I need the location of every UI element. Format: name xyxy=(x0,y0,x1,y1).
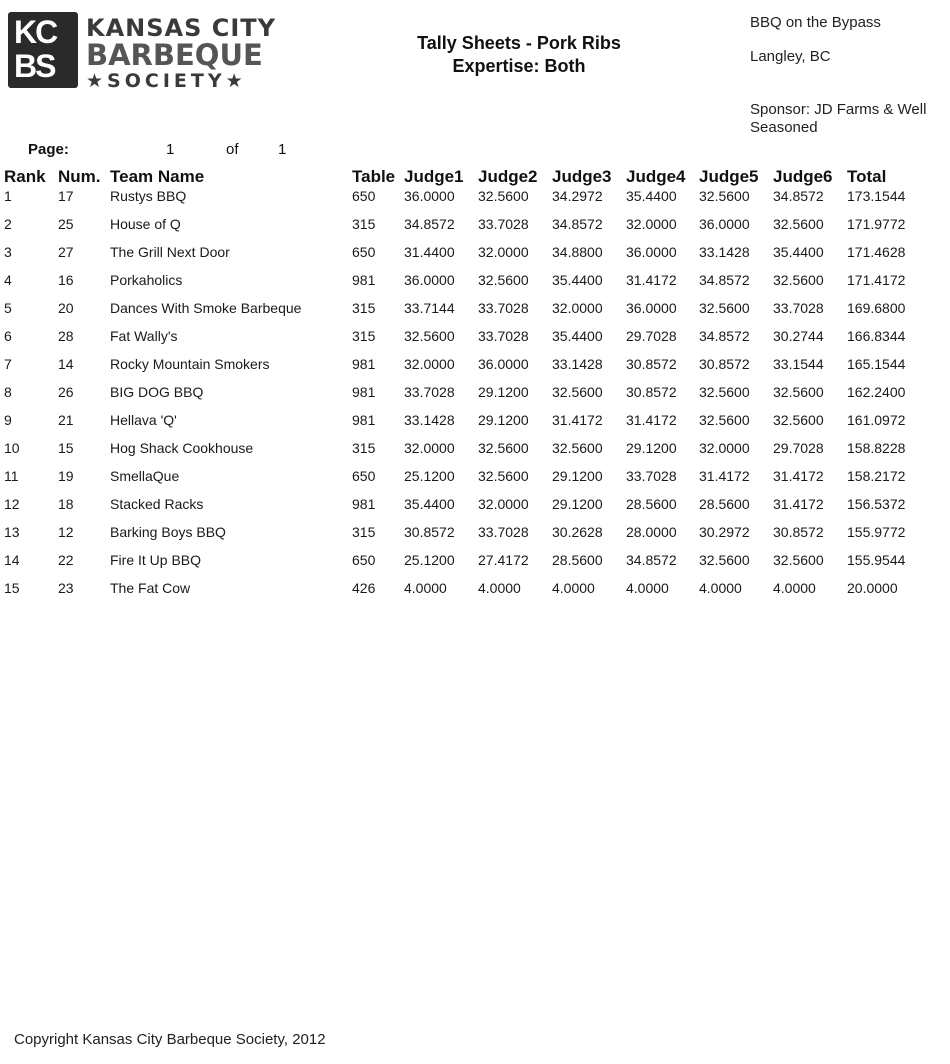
cell-judge2: 32.5600 xyxy=(478,468,529,484)
header-judge3: Judge3 xyxy=(552,167,612,186)
cell-judge4: 31.4172 xyxy=(626,272,677,288)
cell-total: 171.4172 xyxy=(847,272,906,288)
table-header-row xyxy=(4,166,944,188)
page-of: of xyxy=(226,141,239,158)
cell-judge3: 32.0000 xyxy=(552,300,603,316)
cell-judge2: 32.5600 xyxy=(478,440,529,456)
cell-judge1: 4.0000 xyxy=(404,580,447,596)
cell-rank: 1 xyxy=(4,188,12,204)
cell-rank: 2 xyxy=(4,216,12,232)
table-row xyxy=(4,574,944,602)
cell-judge6: 4.0000 xyxy=(773,580,816,596)
logo-line-society: ★SOCIETY★ xyxy=(86,70,247,92)
cell-num: 26 xyxy=(58,384,74,400)
cell-judge1: 32.5600 xyxy=(404,328,455,344)
kcbs-logo xyxy=(8,12,290,90)
table-row xyxy=(4,378,944,406)
cell-judge2: 32.0000 xyxy=(478,496,529,512)
cell-rank: 8 xyxy=(4,384,12,400)
cell-judge3: 29.1200 xyxy=(552,496,603,512)
cell-table: 426 xyxy=(352,580,376,596)
cell-rank: 11 xyxy=(4,468,19,484)
table-row xyxy=(4,434,944,462)
cell-judge4: 28.5600 xyxy=(626,496,677,512)
cell-num: 21 xyxy=(58,412,74,428)
cell-num: 19 xyxy=(58,468,74,484)
copyright-footer: Copyright Kansas City Barbeque Society, 2012 xyxy=(14,1031,326,1048)
cell-rank: 13 xyxy=(4,524,20,540)
header-judge6: Judge6 xyxy=(773,167,833,186)
cell-judge3: 35.4400 xyxy=(552,328,603,344)
cell-team-name: Hog Shack Cookhouse xyxy=(110,440,254,456)
table-row xyxy=(4,546,944,574)
cell-judge5: 32.0000 xyxy=(699,440,750,456)
cell-total: 155.9544 xyxy=(847,552,906,568)
cell-table: 981 xyxy=(352,272,376,288)
cell-num: 28 xyxy=(58,328,74,344)
cell-total: 161.0972 xyxy=(847,412,906,428)
cell-judge1: 32.0000 xyxy=(404,440,455,456)
cell-team-name: SmellaQue xyxy=(110,468,180,484)
cell-judge5: 4.0000 xyxy=(699,580,742,596)
header-table: Table xyxy=(352,167,396,186)
cell-judge1: 25.1200 xyxy=(404,468,455,484)
cell-judge2: 29.1200 xyxy=(478,384,529,400)
cell-judge3: 34.8572 xyxy=(552,216,603,232)
table-row xyxy=(4,294,944,322)
cell-rank: 12 xyxy=(4,496,20,512)
header-team-name: Team Name xyxy=(110,167,205,186)
header-judge5: Judge5 xyxy=(699,167,759,186)
cell-table: 315 xyxy=(352,524,376,540)
cell-judge1: 25.1200 xyxy=(404,552,455,568)
table-row xyxy=(4,322,944,350)
cell-judge4: 36.0000 xyxy=(626,300,677,316)
cell-judge4: 33.7028 xyxy=(626,468,677,484)
cell-judge1: 30.8572 xyxy=(404,524,455,540)
cell-judge2: 33.7028 xyxy=(478,328,529,344)
cell-judge1: 36.0000 xyxy=(404,188,455,204)
cell-judge4: 29.7028 xyxy=(626,328,677,344)
report-subtitle: Expertise: Both xyxy=(452,56,586,76)
cell-judge2: 29.1200 xyxy=(478,412,529,428)
cell-total: 158.8228 xyxy=(847,440,906,456)
cell-judge5: 30.2972 xyxy=(699,524,750,540)
table-row xyxy=(4,406,944,434)
cell-team-name: The Fat Cow xyxy=(110,580,191,596)
cell-rank: 3 xyxy=(4,244,12,260)
cell-team-name: Dances With Smoke Barbeque xyxy=(110,300,302,316)
cell-table: 650 xyxy=(352,244,376,260)
cell-judge6: 32.5600 xyxy=(773,384,824,400)
cell-judge3: 29.1200 xyxy=(552,468,603,484)
cell-judge5: 34.8572 xyxy=(699,328,750,344)
cell-num: 16 xyxy=(58,272,74,288)
cell-judge3: 34.8800 xyxy=(552,244,603,260)
cell-judge4: 36.0000 xyxy=(626,244,677,260)
cell-judge6: 31.4172 xyxy=(773,468,824,484)
cell-total: 155.9772 xyxy=(847,524,906,540)
logo-line-barbeque: BARBEQUE xyxy=(86,38,263,72)
cell-judge6: 29.7028 xyxy=(773,440,824,456)
logo-mark-top: KC xyxy=(14,14,57,50)
cell-rank: 9 xyxy=(4,412,12,428)
cell-judge2: 33.7028 xyxy=(478,524,529,540)
cell-judge6: 31.4172 xyxy=(773,496,824,512)
cell-judge2: 33.7028 xyxy=(478,300,529,316)
cell-judge5: 32.5600 xyxy=(699,188,750,204)
cell-total: 162.2400 xyxy=(847,384,906,400)
cell-judge3: 31.4172 xyxy=(552,412,603,428)
cell-team-name: Stacked Racks xyxy=(110,496,204,512)
cell-judge6: 32.5600 xyxy=(773,552,824,568)
cell-judge5: 34.8572 xyxy=(699,272,750,288)
report-title-block xyxy=(380,32,658,78)
header-rank: Rank xyxy=(4,167,46,186)
cell-total: 158.2172 xyxy=(847,468,906,484)
cell-judge3: 32.5600 xyxy=(552,384,603,400)
cell-judge6: 30.8572 xyxy=(773,524,824,540)
report-title: Tally Sheets - Pork Ribs xyxy=(417,33,621,53)
cell-total: 173.1544 xyxy=(847,188,906,204)
cell-judge4: 31.4172 xyxy=(626,412,677,428)
cell-team-name: Fat Wally's xyxy=(110,328,178,344)
cell-table: 981 xyxy=(352,384,376,400)
cell-judge1: 34.8572 xyxy=(404,216,455,232)
cell-num: 15 xyxy=(58,440,74,456)
cell-judge5: 32.5600 xyxy=(699,412,750,428)
header-judge2: Judge2 xyxy=(478,167,538,186)
cell-judge4: 34.8572 xyxy=(626,552,677,568)
cell-total: 171.9772 xyxy=(847,216,906,232)
cell-total: 165.1544 xyxy=(847,356,906,372)
cell-judge4: 28.0000 xyxy=(626,524,677,540)
cell-num: 17 xyxy=(58,188,74,204)
cell-judge3: 32.5600 xyxy=(552,440,603,456)
table-body xyxy=(4,188,944,602)
cell-judge6: 32.5600 xyxy=(773,272,824,288)
cell-num: 18 xyxy=(58,496,74,512)
header-judge4: Judge4 xyxy=(626,167,686,186)
header-total: Total xyxy=(847,167,887,186)
cell-rank: 5 xyxy=(4,300,12,316)
kcbs-logo-mark xyxy=(8,12,78,88)
cell-team-name: Fire It Up BBQ xyxy=(110,552,202,568)
cell-judge5: 32.5600 xyxy=(699,384,750,400)
cell-total: 169.6800 xyxy=(847,300,906,316)
header-num: Num. xyxy=(58,167,101,186)
cell-total: 171.4628 xyxy=(847,244,906,260)
cell-judge5: 33.1428 xyxy=(699,244,750,260)
cell-rank: 15 xyxy=(4,580,20,596)
cell-team-name: House of Q xyxy=(110,216,181,232)
cell-team-name: Rocky Mountain Smokers xyxy=(110,356,270,372)
cell-table: 315 xyxy=(352,216,376,232)
table-row xyxy=(4,518,944,546)
cell-rank: 14 xyxy=(4,552,20,568)
cell-table: 650 xyxy=(352,468,376,484)
table-row xyxy=(4,188,944,210)
cell-num: 23 xyxy=(58,580,74,596)
table-row xyxy=(4,350,944,378)
cell-judge2: 33.7028 xyxy=(478,216,529,232)
table-row xyxy=(4,238,944,266)
logo-mark-bottom: BS xyxy=(14,48,55,84)
cell-judge1: 33.7144 xyxy=(404,300,455,316)
cell-judge3: 28.5600 xyxy=(552,552,603,568)
cell-judge6: 35.4400 xyxy=(773,244,824,260)
cell-num: 27 xyxy=(58,244,74,260)
cell-judge5: 32.5600 xyxy=(699,552,750,568)
cell-num: 14 xyxy=(58,356,74,372)
cell-rank: 10 xyxy=(4,440,20,456)
cell-total: 166.8344 xyxy=(847,328,906,344)
cell-judge2: 36.0000 xyxy=(478,356,529,372)
cell-judge5: 28.5600 xyxy=(699,496,750,512)
cell-total: 20.0000 xyxy=(847,580,898,596)
cell-judge1: 36.0000 xyxy=(404,272,455,288)
cell-judge2: 27.4172 xyxy=(478,552,529,568)
cell-table: 981 xyxy=(352,356,376,372)
cell-judge3: 30.2628 xyxy=(552,524,603,540)
cell-team-name: BIG DOG BBQ xyxy=(110,384,204,400)
cell-rank: 4 xyxy=(4,272,12,288)
cell-judge6: 30.2744 xyxy=(773,328,824,344)
cell-team-name: Hellava 'Q' xyxy=(110,412,177,428)
cell-judge1: 32.0000 xyxy=(404,356,455,372)
cell-judge1: 35.4400 xyxy=(404,496,455,512)
cell-total: 156.5372 xyxy=(847,496,906,512)
cell-judge3: 34.2972 xyxy=(552,188,603,204)
cell-judge2: 32.5600 xyxy=(478,188,529,204)
cell-table: 981 xyxy=(352,496,376,512)
table-row xyxy=(4,210,944,238)
cell-judge4: 32.0000 xyxy=(626,216,677,232)
cell-judge6: 33.1544 xyxy=(773,356,824,372)
cell-judge6: 32.5600 xyxy=(773,412,824,428)
cell-judge4: 35.4400 xyxy=(626,188,677,204)
cell-judge1: 33.7028 xyxy=(404,384,455,400)
cell-table: 650 xyxy=(352,188,376,204)
cell-num: 20 xyxy=(58,300,74,316)
table-row xyxy=(4,266,944,294)
cell-judge4: 30.8572 xyxy=(626,356,677,372)
cell-judge3: 35.4400 xyxy=(552,272,603,288)
cell-table: 650 xyxy=(352,552,376,568)
event-name: BBQ on the Bypass xyxy=(750,14,881,31)
cell-judge3: 33.1428 xyxy=(552,356,603,372)
results-table xyxy=(4,166,944,602)
cell-judge5: 36.0000 xyxy=(699,216,750,232)
cell-judge4: 30.8572 xyxy=(626,384,677,400)
cell-judge6: 33.7028 xyxy=(773,300,824,316)
cell-judge2: 4.0000 xyxy=(478,580,521,596)
page-current: 1 xyxy=(166,141,175,158)
cell-team-name: Barking Boys BBQ xyxy=(110,524,226,540)
cell-judge5: 30.8572 xyxy=(699,356,750,372)
cell-judge5: 31.4172 xyxy=(699,468,750,484)
cell-table: 315 xyxy=(352,328,376,344)
cell-judge1: 33.1428 xyxy=(404,412,455,428)
cell-judge5: 32.5600 xyxy=(699,300,750,316)
page-label: Page: xyxy=(28,141,69,158)
cell-table: 981 xyxy=(352,412,376,428)
cell-team-name: Rustys BBQ xyxy=(110,188,187,204)
header-judge1: Judge1 xyxy=(404,167,464,186)
cell-judge1: 31.4400 xyxy=(404,244,455,260)
table-row xyxy=(4,462,944,490)
cell-table: 315 xyxy=(352,300,376,316)
table-row xyxy=(4,490,944,518)
event-location: Langley, BC xyxy=(750,48,831,65)
cell-rank: 7 xyxy=(4,356,12,372)
cell-judge4: 4.0000 xyxy=(626,580,669,596)
logo-line-kansas-city: KANSAS CITY xyxy=(86,14,277,42)
cell-table: 315 xyxy=(352,440,376,456)
cell-team-name: Porkaholics xyxy=(110,272,183,288)
cell-team-name: The Grill Next Door xyxy=(110,244,230,260)
cell-judge2: 32.5600 xyxy=(478,272,529,288)
cell-rank: 6 xyxy=(4,328,12,344)
cell-judge4: 29.1200 xyxy=(626,440,677,456)
event-sponsor: Sponsor: JD Farms & Well Seasoned xyxy=(750,101,927,136)
cell-num: 12 xyxy=(58,524,74,540)
cell-num: 25 xyxy=(58,216,74,232)
cell-judge2: 32.0000 xyxy=(478,244,529,260)
page-total: 1 xyxy=(278,141,287,158)
cell-num: 22 xyxy=(58,552,74,568)
cell-judge3: 4.0000 xyxy=(552,580,595,596)
cell-judge6: 32.5600 xyxy=(773,216,824,232)
cell-judge6: 34.8572 xyxy=(773,188,824,204)
